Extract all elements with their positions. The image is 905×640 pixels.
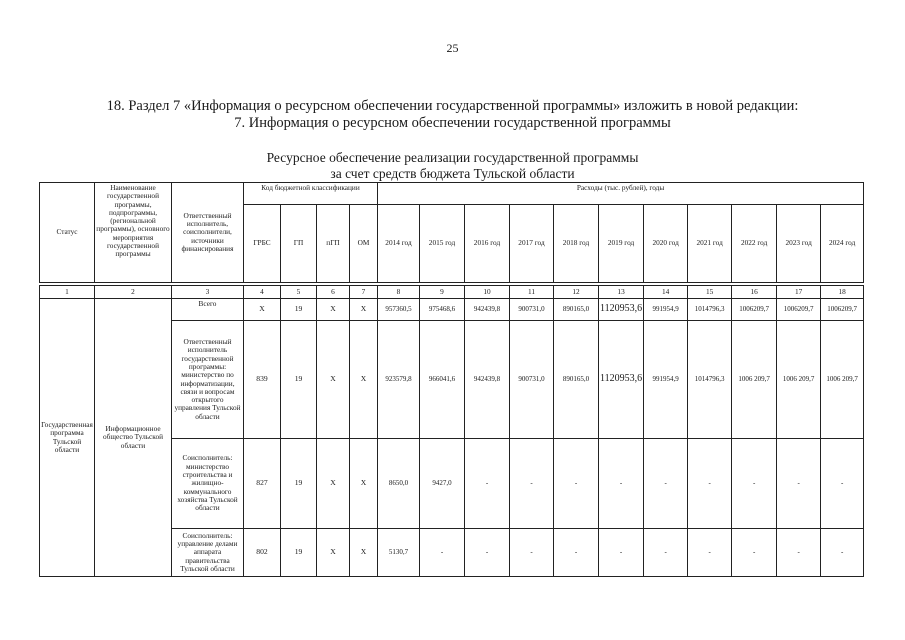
column-number: 13 [599, 286, 644, 299]
header-year: 2015 год [420, 205, 465, 283]
value-cell: - [821, 529, 864, 577]
value-cell: 900731,0 [510, 299, 554, 321]
value-cell: 991954,9 [644, 299, 688, 321]
column-number: 14 [644, 286, 688, 299]
value-cell: - [510, 439, 554, 529]
value-cell: - [554, 529, 599, 577]
executor-cell: Ответственный исполнитель государственной программы: министерство по информатизации, связи и вопросам открытого управления Тульской области [172, 321, 244, 439]
header-year: 2020 год [644, 205, 688, 283]
header-year: 2019 год [599, 205, 644, 283]
value-cell: 1120953,6 [599, 321, 644, 439]
value-cell: 1014796,3 [688, 299, 732, 321]
value-cell: 890165,0 [554, 299, 599, 321]
column-number: 8 [378, 286, 420, 299]
value-cell: - [465, 529, 510, 577]
value-cell: - [644, 529, 688, 577]
column-number: 1 [40, 286, 95, 299]
code-cell: X [350, 299, 378, 321]
column-number: 10 [465, 286, 510, 299]
value-cell: 957360,5 [378, 299, 420, 321]
resource-table [39, 182, 864, 577]
value-cell: 1006209,7 [777, 299, 821, 321]
header-year: 2022 год [732, 205, 777, 283]
column-number: 17 [777, 286, 821, 299]
column-number: 18 [821, 286, 864, 299]
header-year: 2014 год [378, 205, 420, 283]
code-cell: 802 [244, 529, 281, 577]
code-cell: X [317, 299, 350, 321]
value-cell: 1120953,6 [599, 299, 644, 321]
code-cell: X [350, 439, 378, 529]
value-cell: 1006209,7 [732, 299, 777, 321]
code-cell: X [317, 529, 350, 577]
header-code: пГП [317, 205, 350, 283]
column-number: 7 [350, 286, 378, 299]
column-number: 16 [732, 286, 777, 299]
value-cell: 1006 209,7 [732, 321, 777, 439]
code-cell: X [350, 529, 378, 577]
value-cell: - [688, 439, 732, 529]
value-cell: 1006 209,7 [821, 321, 864, 439]
value-cell: - [420, 529, 465, 577]
value-cell: 1014796,3 [688, 321, 732, 439]
value-cell: 1006209,7 [821, 299, 864, 321]
value-cell: 1006 209,7 [777, 321, 821, 439]
value-cell: 966041,6 [420, 321, 465, 439]
value-cell: - [732, 529, 777, 577]
column-number: 5 [281, 286, 317, 299]
code-cell: X [244, 299, 281, 321]
header-year: 2016 год [465, 205, 510, 283]
value-cell: - [688, 529, 732, 577]
status-cell: Государственная программа Тульской области [40, 299, 95, 577]
header-budget-code: Код бюджетной классификации [244, 183, 378, 205]
code-cell: 827 [244, 439, 281, 529]
value-cell: - [732, 439, 777, 529]
value-cell: 991954,9 [644, 321, 688, 439]
value-cell: - [554, 439, 599, 529]
executor-cell: Соисполнитель: управление делами аппарата правительства Тульской области [172, 529, 244, 577]
code-cell: 19 [281, 439, 317, 529]
table-row [40, 299, 864, 321]
value-cell: 8650,0 [378, 439, 420, 529]
value-cell: 900731,0 [510, 321, 554, 439]
code-cell: 839 [244, 321, 281, 439]
column-number: 6 [317, 286, 350, 299]
header-year: 2023 год [777, 205, 821, 283]
value-cell: - [510, 529, 554, 577]
code-cell: X [317, 321, 350, 439]
header-code: ОМ [350, 205, 378, 283]
section-heading: 18. Раздел 7 «Информация о ресурсном обеспечении государственной программы» изложить в новой редакции: [106, 98, 799, 114]
value-cell: 942439,8 [465, 321, 510, 439]
value-cell: 923579,8 [378, 321, 420, 439]
value-cell: 9427,0 [420, 439, 465, 529]
header-year: 2024 год [821, 205, 864, 283]
value-cell: 942439,8 [465, 299, 510, 321]
value-cell: 5130,7 [378, 529, 420, 577]
header-expenses: Расходы (тыс. рублей), годы [378, 183, 864, 205]
code-cell: 19 [281, 299, 317, 321]
section-subheading: 7. Информация о ресурсном обеспечении государственной программы [234, 115, 671, 131]
code-cell: X [350, 321, 378, 439]
column-number: 12 [554, 286, 599, 299]
header-program-name: Наименование государственной программы, подпрограммы, (региональной программы), основного мероприятия государственной программы [95, 183, 172, 283]
value-cell: - [777, 529, 821, 577]
page-number: 25 [446, 41, 459, 55]
table-subtitle: за счет средств бюджета Тульской области [330, 166, 575, 181]
column-number: 4 [244, 286, 281, 299]
value-cell: - [644, 439, 688, 529]
header-year: 2018 год [554, 205, 599, 283]
header-executor: Ответственный исполнитель, соисполнители, источники финансирования [172, 183, 244, 283]
value-cell: - [599, 529, 644, 577]
code-cell: 19 [281, 529, 317, 577]
column-number: 15 [688, 286, 732, 299]
code-cell: 19 [281, 321, 317, 439]
table-title: Ресурсное обеспечение реализации государственной программы [266, 150, 639, 165]
program-name-cell: Информационное общество Тульской области [95, 299, 172, 577]
executor-cell: Соисполнитель: министерство строительства и жилищно-коммунального хозяйства Тульской области [172, 439, 244, 529]
column-number: 11 [510, 286, 554, 299]
value-cell: 890165,0 [554, 321, 599, 439]
header-year: 2017 год [510, 205, 554, 283]
value-cell: - [465, 439, 510, 529]
executor-cell: Всего [172, 299, 244, 321]
value-cell: - [777, 439, 821, 529]
value-cell: - [821, 439, 864, 529]
value-cell: 975468,6 [420, 299, 465, 321]
column-number: 9 [420, 286, 465, 299]
code-cell: X [317, 439, 350, 529]
value-cell: - [599, 439, 644, 529]
header-year: 2021 год [688, 205, 732, 283]
header-code: ГРБС [244, 205, 281, 283]
column-number: 2 [95, 286, 172, 299]
header-code: ГП [281, 205, 317, 283]
column-number: 3 [172, 286, 244, 299]
header-status: Статус [40, 183, 95, 283]
